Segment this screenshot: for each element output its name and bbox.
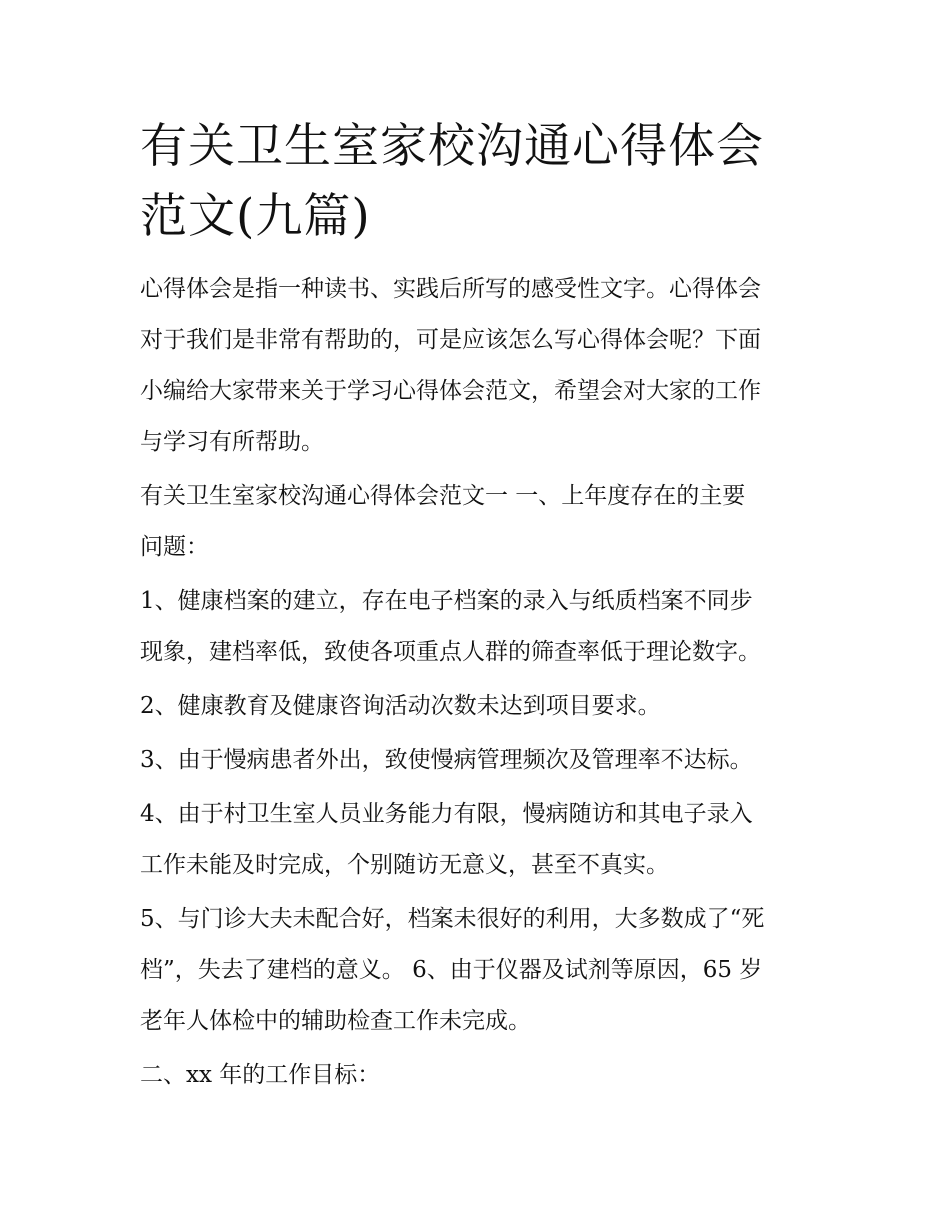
text-line: 3、由于慢病患者外出，致使慢病管理频次及管理率不达标。 xyxy=(140,747,753,773)
list-item-paragraph xyxy=(140,681,820,732)
intro-paragraph xyxy=(140,264,820,468)
document-content xyxy=(140,112,820,1104)
text-line: 工作未能及时完成，个别随访无意义，甚至不真实。 xyxy=(140,852,669,878)
section-heading-paragraph xyxy=(140,1050,820,1101)
text-line: 二、xx 年的工作目标： xyxy=(140,1062,381,1088)
list-item-paragraph xyxy=(140,735,820,786)
document-title xyxy=(140,112,820,252)
list-item-paragraph xyxy=(140,789,820,891)
text-line: 4、由于村卫生室人员业务能力有限，慢病随访和其电子录入 xyxy=(140,801,753,827)
text-line: 对于我们是非常有帮助的，可是应该怎么写心得体会呢？下面 xyxy=(140,327,761,353)
list-item-paragraph xyxy=(140,576,820,678)
text-line: 档”，失去了建档的意义。 6、由于仪器及试剂等原因，65 岁 xyxy=(140,957,763,983)
text-line: 2、健康教育及健康咨询活动次数未达到项目要求。 xyxy=(140,693,661,719)
text-line: 心得体会是指一种读书、实践后所写的感受性文字。心得体会 xyxy=(140,276,761,302)
text-line: 有关卫生室家校沟通心得体会范文一 一、上年度存在的主要 xyxy=(140,483,746,509)
text-line: 现象，建档率低，致使各项重点人群的筛查率低于理论数字。 xyxy=(140,639,761,665)
text-line: 小编给大家带来关于学习心得体会范文，希望会对大家的工作 xyxy=(140,378,761,404)
text-line: 1、健康档案的建立，存在电子档案的录入与纸质档案不同步 xyxy=(140,588,753,614)
document-body xyxy=(140,264,820,1101)
text-line: 与学习有所帮助。 xyxy=(140,429,324,455)
list-item-paragraph xyxy=(140,894,820,1047)
text-line: 问题： xyxy=(140,534,209,560)
text-line: 5、与门诊大夫未配合好，档案未很好的利用，大多数成了“死 xyxy=(140,906,765,932)
title-line: 范文(九篇) xyxy=(140,189,371,244)
title-line: 有关卫生室家校沟通心得体会 xyxy=(140,119,764,174)
text-line: 老年人体检中的辅助检查工作未完成。 xyxy=(140,1008,531,1034)
section-heading-paragraph xyxy=(140,471,820,573)
